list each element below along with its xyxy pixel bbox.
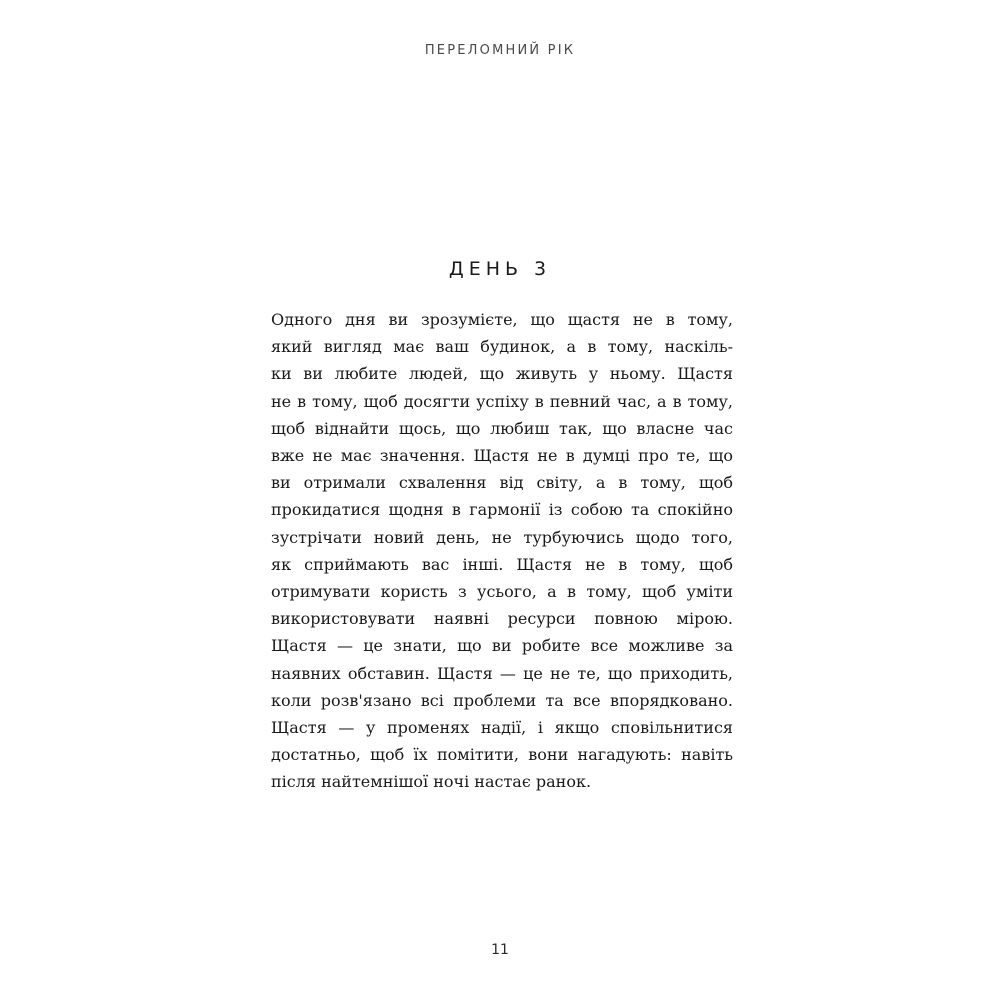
text-line: ви отримали схвалення від світу, а в тому, щоб <box>271 473 733 493</box>
text-line: вже не має значення. Щастя не в думці про те, що <box>271 446 733 466</box>
text-line: достатньо, щоб їх помітити, вони нагадують: навіть <box>271 745 733 765</box>
text-line: використовувати наявні ресурси повною мірою. <box>271 609 733 629</box>
text-line: Щастя — це знати, що ви робите все можливе за <box>271 636 733 656</box>
text-line: ки ви любите людей, що живуть у ньому. Щастя <box>271 364 733 384</box>
text-line: Щастя — у променях надії, і якщо сповільнитися <box>271 718 733 738</box>
text-line: як сприймають вас інші. Щастя не в тому, щоб <box>271 554 733 574</box>
text-line-last: після найтемнішої ночі настає ранок. <box>271 772 592 792</box>
text-line: щоб віднайти щось, що любиш так, що власне час <box>271 418 733 438</box>
text-line: Одного дня ви зрозумієте, що щастя не в тому, <box>271 310 733 329</box>
body-paragraph <box>271 306 733 796</box>
text-line: який вигляд має ваш будинок, а в тому, наскіль- <box>271 337 733 357</box>
page-number: 11 <box>491 942 509 958</box>
text-line: зустрічати новий день, не турбуючись щодо того, <box>271 527 733 547</box>
chapter-title: ДЕНЬ 3 <box>448 258 552 280</box>
running-header: ПЕРЕЛОМНИЙ РІК <box>424 43 576 58</box>
text-line: наявних обставин. Щастя — це не те, що приходить, <box>271 663 733 683</box>
text-line: прокидатися щодня в гармонії із собою та спокійно <box>271 500 733 520</box>
text-line: не в тому, щоб досягти успіху в певний час, а в тому, <box>271 391 733 411</box>
text-line: коли розв'язано всі проблеми та все впорядковано. <box>271 690 733 710</box>
text-line: отримувати користь з усього, а в тому, щоб уміти <box>271 582 733 602</box>
